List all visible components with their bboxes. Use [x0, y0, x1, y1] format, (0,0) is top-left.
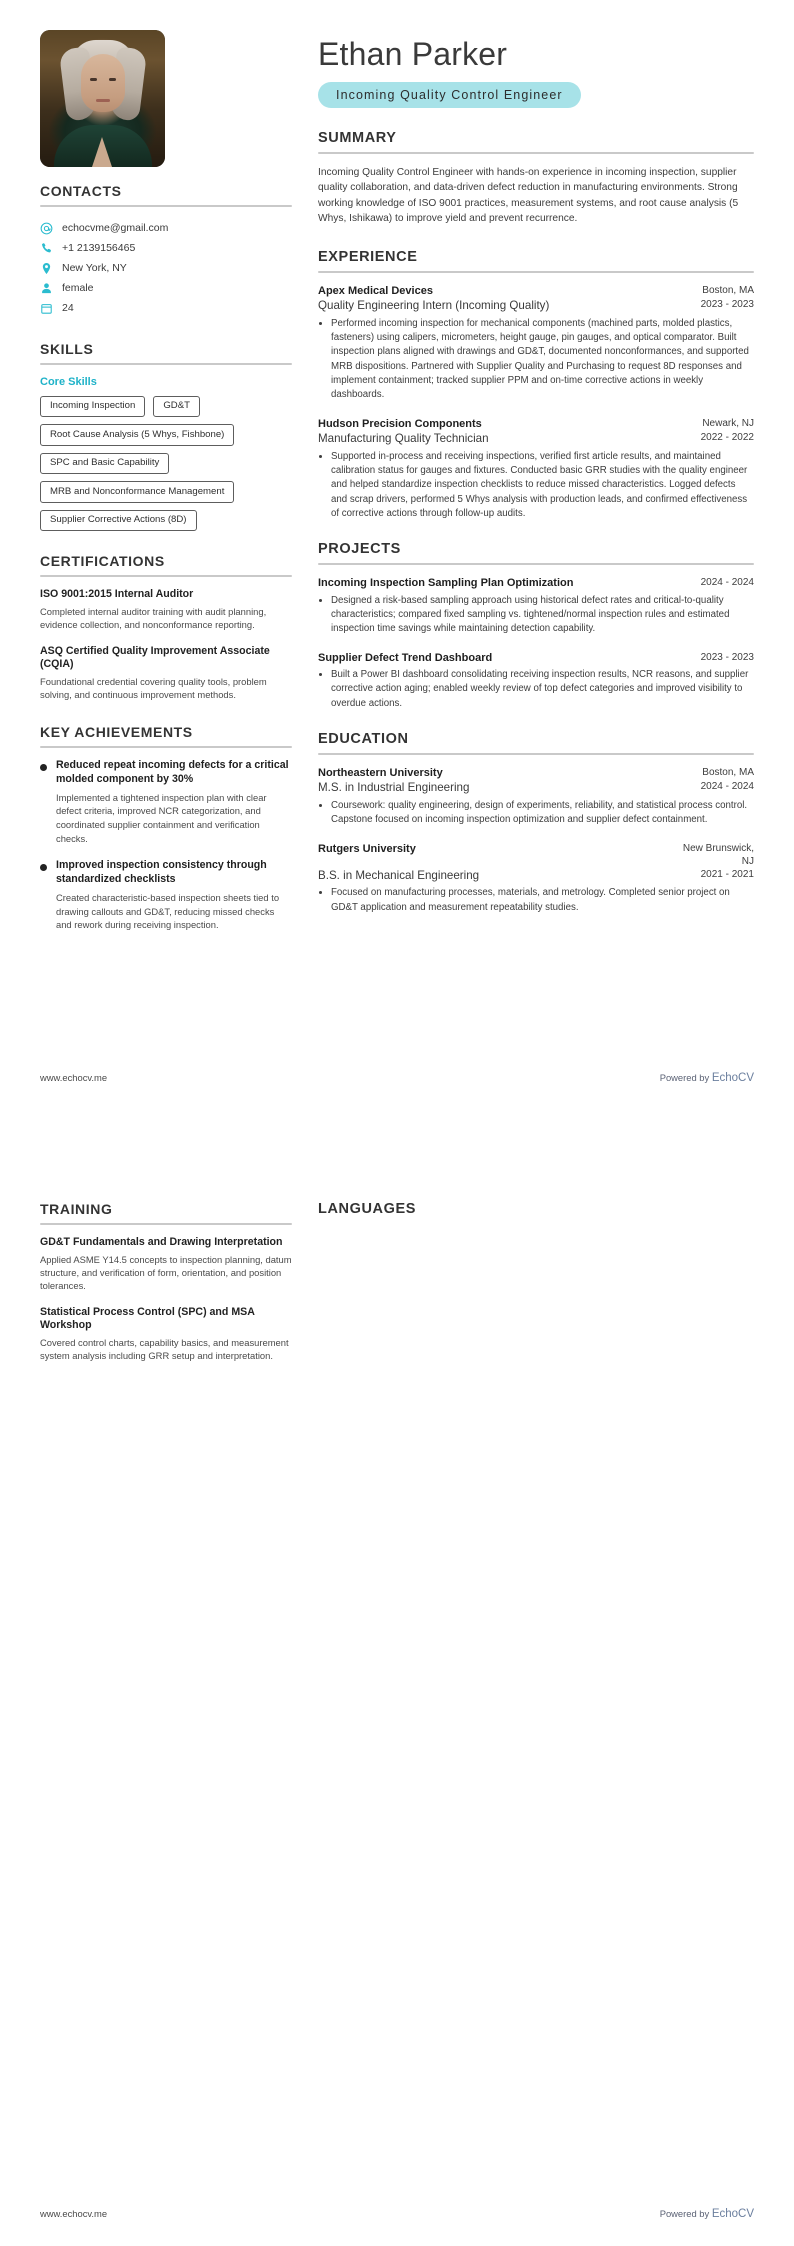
phone-icon [40, 242, 53, 255]
main-content [318, 30, 754, 935]
footer-brand [660, 1072, 754, 1084]
footer-website[interactable]: www.echocv.me [40, 1072, 108, 1083]
skills-heading: SKILLS [40, 340, 94, 357]
achievement-item [40, 759, 292, 845]
bullet-item: • Coursework: quality engineering, design of experiments, reliability, and statistical process control. Capstone focused on incoming inspection optimization and supplier defect containment. [331, 799, 754, 828]
skill-chip: GD&T [153, 396, 200, 418]
achievement-item [40, 859, 292, 932]
experience-item [318, 284, 754, 403]
contact-gender-value: female [62, 281, 94, 294]
footer-brand-name: EchoCV [711, 2208, 754, 2220]
section-divider [40, 575, 292, 577]
project-item [318, 576, 754, 636]
page-title: Ethan Parker [318, 36, 508, 72]
bullet-item: • Supported in-process and receiving inspections, verified first article results, and maintained calibration status for gauges and fixtures. Conducted basic GRR studies with the quality engineer and helped standardize inspection checklists to reduce missed characteristics. Logged defects and scrap drivers, performed 5 Whys analysis with production leads, and confirmed effectiveness of corrective actions through follow-up audits. [331, 450, 754, 522]
summary-section [318, 130, 754, 227]
training-title: GD&T Fundamentals and Drawing Interpretation [40, 1236, 283, 1248]
bullet-icon [40, 764, 47, 771]
achievement-description: Created characteristic-based inspection sheets tied to drawing callouts and GD&T, reducing missed checks and rework during receiving inspection. [56, 892, 280, 931]
education-item [318, 842, 754, 915]
experience-item [318, 417, 754, 522]
project-bullets [318, 594, 754, 637]
avatar [40, 30, 165, 167]
bullet-item: • Focused on manufacturing processes, materials, and metrology. Completed senior project on GD&T application and measurement repeatability studies. [331, 886, 754, 915]
skill-chip: SPC and Basic Capability [40, 453, 169, 475]
contacts-section [40, 183, 292, 319]
achievement-description: Implemented a tightened inspection plan with clear defect criteria, improved NCR categorization, and coordinated supplier containment and verification checks. [56, 791, 267, 844]
experience-role: Manufacturing Quality Technician [318, 431, 489, 445]
contact-age[interactable] [40, 299, 292, 319]
certifications-heading: CERTIFICATIONS [40, 553, 165, 570]
experience-dates: 2022 - 2022 [700, 431, 754, 443]
training-section [40, 1201, 292, 1363]
education-org: Northeastern University [318, 767, 443, 780]
section-divider [40, 363, 292, 365]
education-degree: B.S. in Mechanical Engineering [318, 868, 480, 882]
page-1-footer [0, 1072, 794, 1084]
training-description: Applied ASME Y14.5 concepts to inspection planning, datum structure, and verification of form, orientation, and position tolerances. [40, 1253, 292, 1292]
profile-photo [40, 30, 165, 167]
education-section [318, 731, 754, 915]
experience-org: Apex Medical Devices [318, 284, 433, 297]
bullet-item: • Built a Power BI dashboard consolidating receiving inspection results, NCR reasons, and supplier corrective action aging; enabled weekly review of top defect categories and improved visibility to overdue actions. [331, 668, 754, 711]
resume-page-2 [0, 1123, 794, 2246]
experience-location: Boston, MA [702, 284, 754, 296]
headline-badge: Incoming Quality Control Engineer [318, 82, 581, 108]
education-heading: EDUCATION [318, 731, 409, 748]
education-dates: 2021 - 2021 [700, 868, 754, 880]
contact-age-value: 24 [62, 302, 74, 314]
bullet-icon [40, 864, 47, 871]
person-icon [40, 282, 53, 295]
education-degree: M.S. in Industrial Engineering [318, 781, 470, 795]
training-title: Statistical Process Control (SPC) and MSA Workshop [40, 1305, 255, 1332]
email-icon [40, 222, 53, 235]
section-divider [40, 746, 292, 748]
training-item [40, 1236, 292, 1293]
skill-chip: Supplier Corrective Actions (8D) [40, 510, 197, 532]
contacts-heading: CONTACTS [40, 183, 122, 199]
location-pin-icon [40, 262, 53, 275]
contact-location[interactable] [40, 258, 292, 278]
section-divider [40, 205, 292, 207]
main-content-page-2 [318, 1201, 754, 1237]
skill-chip: Incoming Inspection [40, 396, 145, 418]
contact-email[interactable] [40, 218, 292, 238]
section-divider [318, 563, 754, 565]
summary-heading: SUMMARY [318, 129, 397, 146]
skills-group-title: Core Skills [40, 375, 97, 388]
experience-bullets [318, 317, 754, 403]
education-bullets [318, 799, 754, 828]
languages-section [318, 1201, 754, 1217]
section-divider [318, 271, 754, 273]
projects-heading: PROJECTS [318, 541, 401, 558]
contact-location-value: New York, NY [62, 261, 127, 274]
key-achievements-heading: KEY ACHIEVEMENTS [40, 723, 193, 740]
experience-dates: 2023 - 2023 [700, 298, 754, 310]
certifications-section [40, 553, 292, 701]
achievement-title: Improved inspection consistency through standardized checklists [56, 859, 267, 886]
projects-section [318, 541, 754, 711]
contact-gender[interactable] [40, 278, 292, 298]
key-achievements-section [40, 724, 292, 932]
summary-text: Incoming Quality Control Engineer with hands-on experience in incoming inspection, supplier quality collaboration, and data-driven defect reduction in manufacturing environments. Strong working knowledge of ISO 9001 practices, measurement systems, and root cause analysis (5 Whys, Ishikawa) to improve yield and prevent recurrence. [318, 166, 739, 225]
contact-phone[interactable] [40, 238, 292, 258]
training-description: Covered control charts, capability basics, and measurement system analysis including GRR setup and interpretation. [40, 1336, 289, 1362]
project-title: Incoming Inspection Sampling Plan Optimization [318, 577, 574, 590]
experience-section [318, 249, 754, 522]
languages-heading: LANGUAGES [318, 1201, 417, 1217]
skill-chip: MRB and Nonconformance Management [40, 481, 234, 503]
contact-email-value: echocvme@gmail.com [62, 221, 169, 234]
contact-phone-value: +1 2139156465 [62, 241, 136, 254]
education-location: Boston, MA [702, 767, 754, 779]
project-dates: 2024 - 2024 [700, 577, 754, 589]
certification-item [40, 588, 292, 631]
experience-heading: EXPERIENCE [318, 248, 418, 265]
section-divider [318, 753, 754, 755]
section-divider [40, 1223, 292, 1225]
bullet-item: • Performed incoming inspection for mechanical components (machined parts, molded plastics, fasteners) using calipers, micrometers, height gauge, pin gauges, and optical comparator. Built inspection plans aligned with drawings and GD&T, documented nonconformances, and supported MRB dispositions. Partnered with Supplier Quality and Purchasing to request 8D responses and implement containment; tracked supplier PPM and on-time corrective actions in weekly dashboards. [331, 317, 754, 403]
section-divider [318, 152, 754, 154]
certification-description: Completed internal auditor training with audit planning, evidence collection, and nonconformance reporting. [40, 605, 267, 631]
project-dates: 2023 - 2023 [700, 651, 754, 663]
footer-website[interactable]: www.echocv.me [40, 2208, 108, 2219]
footer-brand-prefix: Powered by [659, 1072, 712, 1083]
footer-brand [660, 2208, 754, 2220]
project-bullets [318, 668, 754, 711]
training-heading: TRAINING [40, 1201, 113, 1217]
skill-chip: Root Cause Analysis (5 Whys, Fishbone) [40, 424, 234, 446]
calendar-icon [40, 302, 53, 315]
certification-description: Foundational credential covering quality tools, problem solving, and continuous improvement methods. [40, 675, 267, 701]
left-sidebar-page-2 [40, 1201, 292, 1385]
certification-item [40, 645, 292, 702]
experience-bullets [318, 450, 754, 522]
experience-location: Newark, NJ [702, 417, 754, 429]
skill-chip-list [40, 396, 292, 532]
left-sidebar [40, 30, 292, 954]
education-item [318, 766, 754, 828]
experience-role: Quality Engineering Intern (Incoming Quality) [318, 298, 550, 312]
certification-title: ASQ Certified Quality Improvement Associate (CQIA) [40, 644, 270, 671]
project-title: Supplier Defect Trend Dashboard [318, 651, 493, 664]
footer-brand-prefix: Powered by [659, 2208, 712, 2219]
certification-title: ISO 9001:2015 Internal Auditor [40, 588, 194, 601]
education-org: Rutgers University [318, 842, 416, 855]
training-item [40, 1306, 292, 1363]
page-2-footer [0, 2208, 794, 2220]
project-item [318, 651, 754, 711]
education-bullets [318, 886, 754, 915]
education-dates: 2024 - 2024 [700, 781, 754, 793]
footer-brand-name: EchoCV [711, 1072, 754, 1084]
bullet-item: • Designed a risk-based sampling approach using historical defect rates and critical-to-quality characteristics; compared fixed sampling vs. tightened/normal inspection rules and estimated inspection time savings while maintaining detection capability. [331, 594, 754, 637]
experience-org: Hudson Precision Components [318, 417, 482, 430]
achievement-title: Reduced repeat incoming defects for a critical molded component by 30% [56, 758, 289, 785]
skills-section [40, 341, 292, 532]
education-location: New Brunswick, NJ [682, 842, 754, 867]
